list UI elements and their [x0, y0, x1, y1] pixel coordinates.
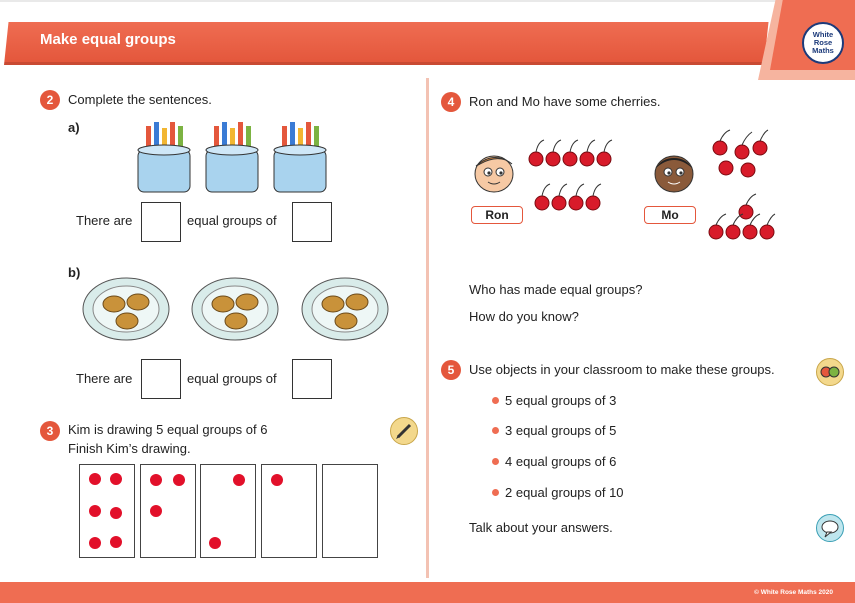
q2-prompt: Complete the sentences.	[68, 92, 212, 107]
red-dot	[150, 505, 162, 517]
question-number-5: 5	[441, 360, 461, 380]
drawing-card[interactable]	[200, 464, 256, 558]
bullet-dot	[492, 397, 499, 404]
ron-cherries-illustration	[526, 138, 622, 214]
drawing-card[interactable]	[261, 464, 317, 558]
mo-face-icon	[646, 150, 702, 194]
page-title: Make equal groups	[40, 31, 176, 48]
q4-question2: How do you know?	[469, 309, 579, 324]
pencil-pot	[206, 122, 258, 192]
bullet-dot	[492, 427, 499, 434]
q5-item: 3 equal groups of 5	[505, 423, 617, 438]
q2-a-label: a)	[68, 120, 80, 135]
name-label-ron: Ron	[471, 206, 523, 224]
question-number-4: 4	[441, 92, 461, 112]
cookie-plate	[83, 278, 169, 340]
red-dot	[89, 473, 101, 485]
pencil-pot	[274, 122, 326, 192]
bullet-dot	[492, 489, 499, 496]
q4-question1: Who has made equal groups?	[469, 282, 643, 297]
ron-face-icon	[466, 150, 522, 194]
sentence-b-part1: There are	[76, 371, 133, 386]
drawing-card[interactable]	[79, 464, 135, 558]
red-dot	[110, 536, 122, 548]
answer-box-a1[interactable]	[141, 202, 181, 242]
question-number-3: 3	[40, 421, 60, 441]
red-dot	[173, 474, 185, 486]
pencil-pot	[138, 122, 190, 192]
answer-box-a2[interactable]	[292, 202, 332, 242]
sentence-a-part2: equal groups of	[187, 213, 277, 228]
drawing-card[interactable]	[322, 464, 378, 558]
q2-b-label: b)	[68, 265, 81, 280]
top-rule	[0, 0, 855, 2]
cookie-plate	[192, 278, 278, 340]
white-rose-logo: White Rose Maths	[802, 22, 844, 64]
q5-closing: Talk about your answers.	[469, 520, 613, 535]
red-dot	[233, 474, 245, 486]
sentence-b-part2: equal groups of	[187, 371, 277, 386]
q3-line1: Kim is drawing 5 equal groups of 6	[68, 422, 268, 437]
cookie-plates-illustration	[82, 276, 392, 342]
q5-item: 2 equal groups of 10	[505, 485, 624, 500]
red-dot	[110, 473, 122, 485]
red-dot	[209, 537, 221, 549]
cookie-plate	[302, 278, 388, 340]
q3-line2: Finish Kim’s drawing.	[68, 441, 191, 456]
q5-item: 4 equal groups of 6	[505, 454, 617, 469]
red-dot	[150, 474, 162, 486]
mo-cherries-illustration	[704, 128, 780, 244]
answer-box-b2[interactable]	[292, 359, 332, 399]
sentence-a-part1: There are	[76, 213, 133, 228]
red-dot	[110, 507, 122, 519]
copyright-text: © White Rose Maths 2020	[754, 589, 833, 596]
speech-bubble-icon	[816, 514, 844, 542]
q4-prompt: Ron and Mo have some cherries.	[469, 94, 661, 109]
red-dot	[89, 537, 101, 549]
q5-prompt: Use objects in your classroom to make these groups.	[469, 362, 775, 377]
column-divider	[426, 78, 429, 578]
red-dot	[89, 505, 101, 517]
pencil-icon	[390, 417, 418, 445]
bullet-dot	[492, 458, 499, 465]
pencil-pots-illustration	[134, 118, 334, 196]
drawing-card[interactable]	[140, 464, 196, 558]
question-number-2: 2	[40, 90, 60, 110]
red-dot	[271, 474, 283, 486]
name-label-mo: Mo	[644, 206, 696, 224]
footer-bar	[0, 582, 855, 603]
group-work-icon	[816, 358, 844, 386]
q5-item: 5 equal groups of 3	[505, 393, 617, 408]
answer-box-b1[interactable]	[141, 359, 181, 399]
